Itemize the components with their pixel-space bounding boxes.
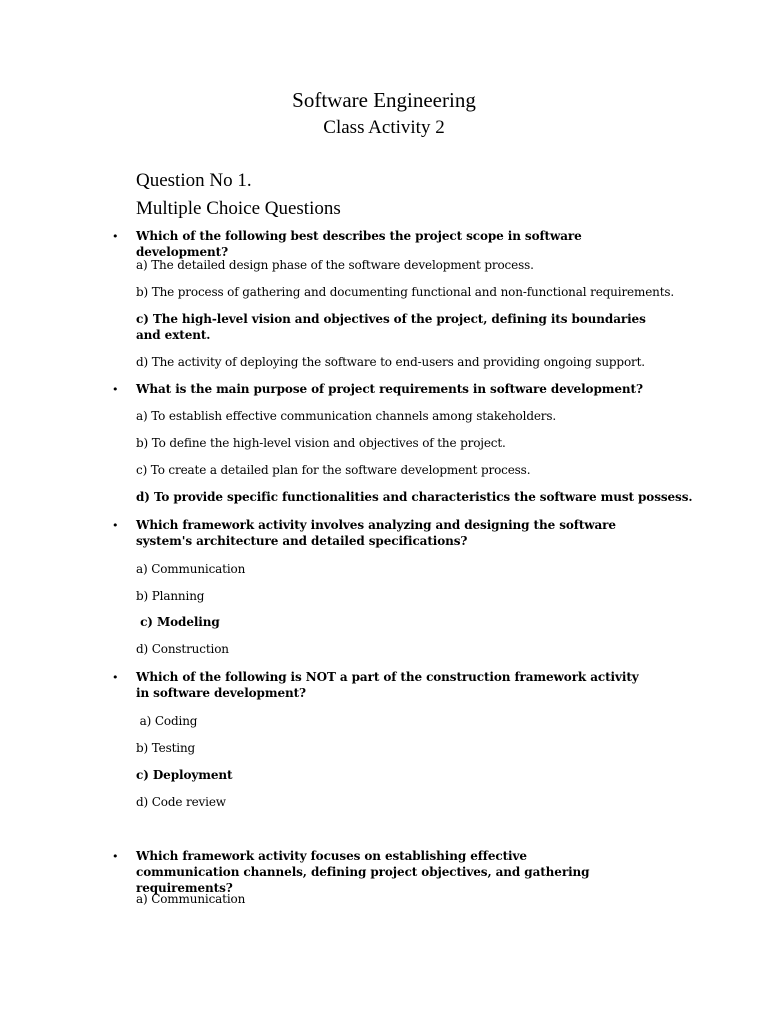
bullet-icon: • <box>112 519 119 532</box>
bullet-icon: • <box>112 383 119 396</box>
question-5-option-a: a) Communication <box>136 892 246 906</box>
question-2-option-a: a) To establish effective communication channels among stakeholders. <box>136 409 557 423</box>
question-4-text: Which of the following is NOT a part of the construction framework activity in software development? <box>136 670 639 700</box>
question-4-option-d: d) Code review <box>136 795 226 809</box>
question-1-text: Which of the following best describes the project scope in software development? <box>136 229 582 259</box>
question-5-text: Which framework activity focuses on establishing effective communication channels, defining project objectives, and gathering requirements? <box>136 849 590 895</box>
question-4-option-a: a) Coding <box>136 714 198 728</box>
document-title: Software Engineering <box>292 88 476 112</box>
question-1-option-d: d) The activity of deploying the software to end-users and providing ongoing support. <box>136 355 645 369</box>
question-3-option-c-answer: c) Modeling <box>136 615 220 629</box>
section-heading: Multiple Choice Questions <box>136 198 341 219</box>
question-4-option-b: b) Testing <box>136 741 196 755</box>
bullet-icon: • <box>112 230 119 243</box>
question-4-option-c-answer: c) Deployment <box>136 768 233 782</box>
question-3-option-d: d) Construction <box>136 642 229 656</box>
question-1-option-a: a) The detailed design phase of the software development process. <box>136 258 534 272</box>
question-3-option-b: b) Planning <box>136 589 205 603</box>
bullet-icon: • <box>112 850 119 863</box>
question-2-option-c: c) To create a detailed plan for the software development process. <box>136 463 531 477</box>
question-3-text: Which framework activity involves analyzing and designing the software system's architecture and detailed specifications? <box>136 518 616 548</box>
bullet-icon: • <box>112 671 119 684</box>
question-2-text: What is the main purpose of project requirements in software development? <box>136 382 643 396</box>
question-2-option-b: b) To define the high-level vision and objectives of the project. <box>136 436 506 450</box>
question-3-option-a: a) Communication <box>136 562 246 576</box>
question-1-option-b: b) The process of gathering and documenting functional and non-functional requirements. <box>136 285 675 299</box>
question-2-option-d-answer: d) To provide specific functionalities and characteristics the software must possess. <box>136 490 693 504</box>
document-subtitle: Class Activity 2 <box>323 117 445 138</box>
question-heading: Question No 1. <box>136 170 252 191</box>
question-1-option-c-answer: c) The high-level vision and objectives of the project, defining its boundaries and extent. <box>136 312 646 342</box>
